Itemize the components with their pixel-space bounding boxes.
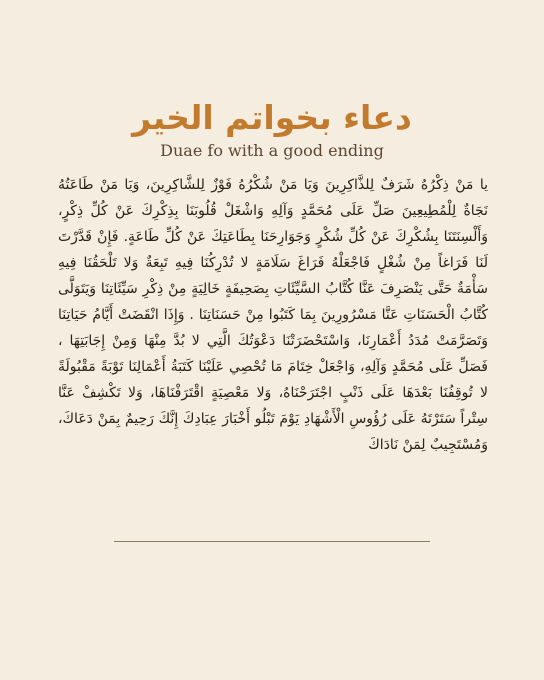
page-title: دعاء بخواتم الخير: [132, 98, 412, 137]
dua-text: يا مَنْ ذِكْرُهُ شَرَفٌ لِلذَّاكِرِينَ وَيَا مَنْ شُكْرُهُ فَوْزٌ لِلشَّاكِرِينَ، وَيَا مَنْ طَاعَتُهُ نَجَاةٌ لِلْمُطِيعِينَ صَلِّ عَلَى مُحَمَّدٍ وَآلِهِ وَاشْغَلْ قُلُوبَنَا بِذِكْرِكَ عَنْ كُلِّ ذِكْرٍ، وَأَلْسِنَتَنَا بِشُكْرِكَ عَنْ كُلِّ شُكْرٍ وَجَوَارِحَنَا بِطَاعَتِكَ عَنْ كُلِّ طَاعَةٍ. فَإِنْ قَدَّرْتَ لَنَا فَرَاغاً مِنْ شُغْلٍ فَاجْعَلْهُ فَرَاغَ سَلَامَةٍ لا تُدْرِكُنَا فِيهِ تَبِعَةٌ وَلا تَلْحَقُنَا فِيهِ سَأْمَةٌ حَتَّى يَنْصَرِفَ عَنَّا كُتَّابُ السَّيِّئَاتِ بِصَحِيفَةٍ خَالِيَةٍ مِنْ ذِكْرِ سَيِّئَاتِنَا وَيَتَوَلَّى كُتَّابُ الْحَسَنَاتِ عَنَّا مَسْرُورِينَ بِمَا كَتَبُوا مِنْ حَسَنَاتِنَا . وَإِذَا انْقَضَتْ أَيَّامُ حَيَاتِنَا وَتَصَرَّمَتْ مُدَدُ أَعْمَارِنَا، وَاسْتَحْضَرَتْنَا دَعْوَتُكَ الَّتِي لا بُدَّ مِنْهَا وَمِنْ إِجَابَتِهَا ، فَصَلِّ عَلَى مُحَمَّدٍ وَآلِهِ، وَاجْعَلْ خِتَامَ مَا تُحْصِي عَلَيْنَا كَتَبَةُ أَعْمَالِنَا تَوْبَةً مَقْبُولَةً لا تُوقِفُنَا بَعْدَهَا عَلَى ذَنْبٍ اجْتَرَحْنَاهُ، وَلا مَعْصِيَةٍ اقْتَرَفْنَاهَا، وَلا تَكْشِفْ عَنَّا سِتْراً سَتَرْتَهُ عَلَى رُؤُوسِ الْأَشْهَادِ يَوْمَ تَبْلُو أَخْبَارَ عِبَادِكَ إِنَّكَ رَحِيمٌ بِمَنْ دَعَاكَ، وَمُسْتَجِيبٌ لِمَنْ نَادَاكَ: [58, 177, 488, 453]
divider-line: [114, 541, 430, 542]
page-subtitle: Duae fo with a good ending: [160, 141, 384, 160]
